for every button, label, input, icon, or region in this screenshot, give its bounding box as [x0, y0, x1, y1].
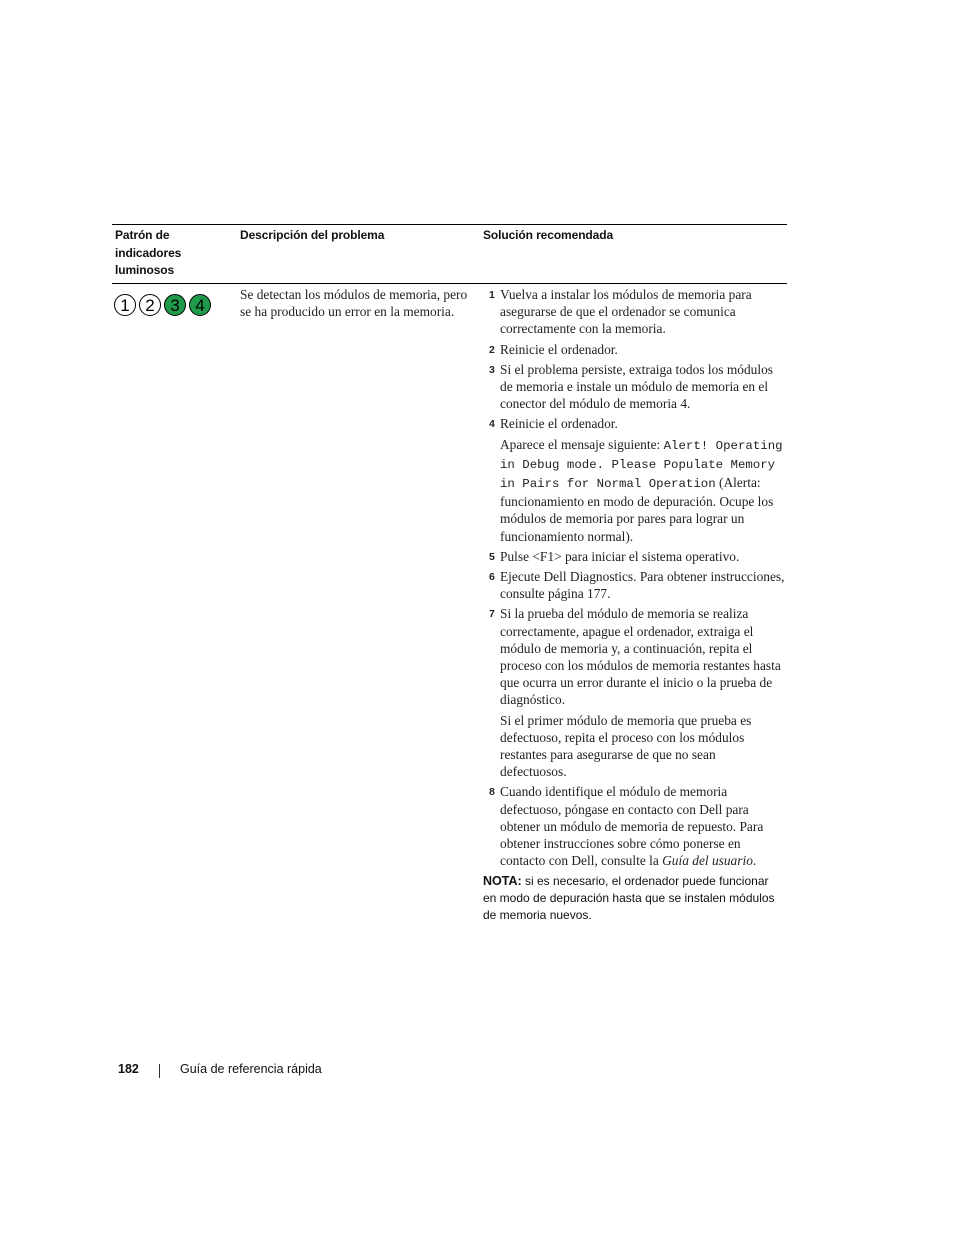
step-text: Pulse: [500, 548, 533, 564]
solution-step: [483, 605, 785, 708]
solution-step: [483, 415, 785, 432]
table-top-rule: [112, 224, 787, 225]
header-description: Descripción del problema: [240, 228, 385, 242]
table-header-rule: [112, 283, 787, 284]
user-guide-title: Guía del usuario: [662, 853, 753, 869]
step-text-end: .: [752, 853, 757, 869]
step-number: 6: [489, 571, 495, 584]
page-number: 182: [118, 1062, 139, 1076]
step-number: 8: [489, 786, 495, 799]
step-text: Cuando identifique el módulo de memoria defectuoso, póngase en contacto con Dell para obtener un módulo de memoria de repuesto. Para obtener instrucciones sobre cómo ponerse en contacto con Dell, consulte la: [500, 784, 764, 869]
solution-step: [483, 341, 785, 358]
step-text: Reinicie el ordenador.: [500, 416, 618, 432]
solution-step: [483, 286, 785, 338]
led-indicator-3: 3: [164, 294, 186, 316]
led-pattern: [114, 294, 211, 316]
step-number: 1: [489, 289, 495, 301]
step-text: Vuelva a instalar los módulos de memoria para asegurarse de que el ordenador se comunica correctamente con la memoria.: [500, 287, 752, 337]
step-text: Ejecute Dell Diagnostics. Para obtener instrucciones, consulte página 177.: [500, 569, 785, 602]
note-text: si es necesario, el ordenador puede funcionar en modo de depuración hasta que se instalen módulos de memoria nuevos.: [483, 873, 775, 922]
step-text: Si el problema persiste, extraiga todos los módulos de memoria e instale un módulo de memoria en el conector del módulo de memoria 4.: [500, 361, 773, 412]
step-text: para iniciar el sistema operativo.: [561, 548, 740, 564]
step-text: Si la prueba del módulo de memoria se realiza correctamente, apague el ordenador, extraiga el módulo de memoria y, a continuación, repita el proceso con los módulos de memoria restantes hasta que ocurra un error durante el inicio o la prueba de diagnóstico.: [500, 606, 781, 708]
debug-message-code: Alert! Operating in Debug mode. Please Populate Memory in Pairs for Normal Operation: [500, 438, 783, 492]
step-sub-paragraph: Si el primer módulo de memoria que prueba es defectuoso, repita el proceso con los módulos restantes para asegurarse de que no sean defectuosos.: [500, 712, 752, 780]
message-intro: Aparece el mensaje siguiente:: [500, 436, 664, 452]
step-number: 2: [489, 343, 495, 356]
message-translation: (Alerta: funcionamiento en modo de depuración. Ocupe los módulos de memoria por pares para lograr un funcionamiento normal).: [500, 475, 774, 544]
header-solution: Solución recomendada: [483, 228, 614, 242]
step-number: 5: [489, 550, 495, 563]
key-label: <F1>: [532, 548, 562, 564]
problem-description: Se detectan los módulos de memoria, pero se ha producido un error en la memoria.: [240, 287, 468, 320]
led-indicator-4: 4: [189, 294, 211, 316]
step-number: 3: [489, 363, 495, 376]
note-block: [483, 873, 785, 925]
solution-step: [483, 361, 785, 413]
solution-step: [483, 783, 785, 869]
solution-step: [483, 548, 785, 565]
note-label: NOTA:: [483, 873, 522, 888]
led-indicator-1: 1: [114, 294, 136, 316]
step-text: Reinicie el ordenador.: [500, 341, 618, 357]
footer-divider: [159, 1064, 160, 1078]
led-indicator-2: 2: [139, 294, 161, 316]
step-sub-paragraph: [483, 436, 785, 545]
solution-step: [483, 568, 785, 602]
step-number: 7: [489, 608, 495, 621]
solution-column: [483, 286, 785, 924]
footer-title: Guía de referencia rápida: [180, 1062, 322, 1076]
header-pattern: Patrón de indicadores luminosos: [115, 228, 182, 277]
step-number: 4: [489, 418, 495, 431]
